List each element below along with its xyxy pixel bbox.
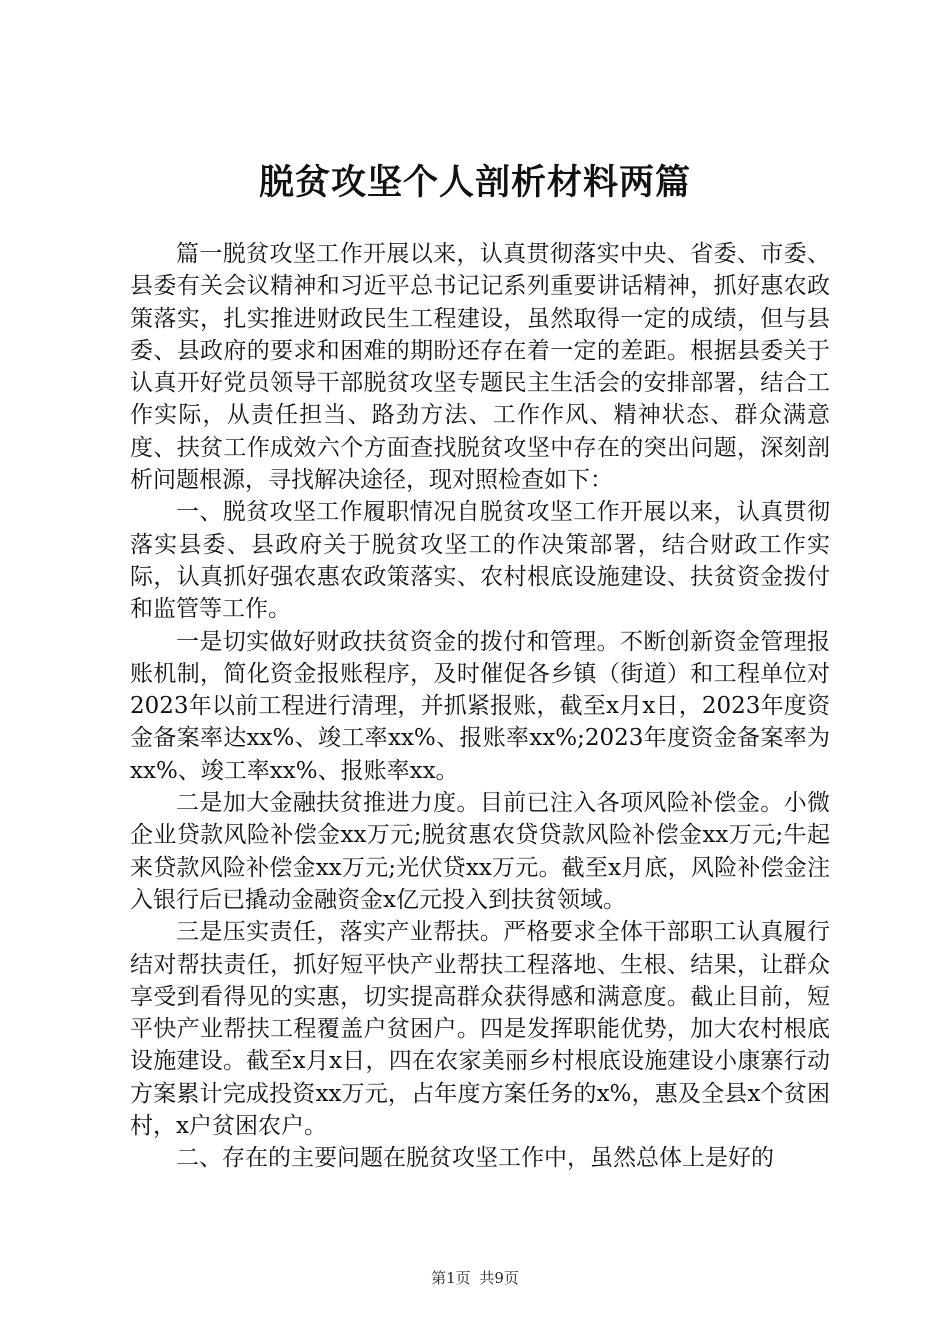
page-number: 第1页 <box>431 1269 471 1287</box>
paragraph-item-one: 一是切实做好财政扶贫资金的拨付和管理。不断创新资金管理报账机制，简化资金报账程序，及时催促各乡镇（街道）和工程单位对2023年以前工程进行清理，并抓紧报账，截至x月x日，2023年度资金备案率达xx%、竣工率xx%、报账率xx%;2023年度资金备案率为xx%、竣工率xx%、报账率xx。 <box>130 628 830 784</box>
paragraph-item-three: 三是压实责任，落实产业帮扶。严格要求全体干部职工认真履行结对帮扶责任，抓好短平快产业帮扶工程落地、生根、结果，让群众享受到看得见的实惠，切实提高群众获得感和满意度。截止目前，短平快产业帮扶工程覆盖户贫困户。四是发挥职能优势，加大农村根底设施建设。截至x月x日，四在农家美丽乡村根底设施建设小康寨行动方案累计完成投资xx万元，占年度方案任务的x%，惠及全县x个贫困村，x户贫困农户。 <box>130 919 830 1140</box>
document-body <box>130 238 830 1175</box>
page-total: 共9页 <box>479 1269 519 1287</box>
paragraph-item-two: 二是加大金融扶贫推进力度。目前已注入各项风险补偿金。小微企业贷款风险补偿金xx万元;脱贫惠农贷贷款风险补偿金xx万元;牛起来贷款风险补偿金xx万元;光伏贷xx万元。截至x月底，风险补偿金注入银行后已撬动金融资金x亿元投入到扶贫领域。 <box>130 790 830 913</box>
paragraph-intro: 篇一脱贫攻坚工作开展以来，认真贯彻落实中央、省委、市委、县委有关会议精神和习近平总书记记系列重要讲话精神，抓好惠农政策落实，扎实推进财政民生工程建设，虽然取得一定的成绩，但与县委、县政府的要求和困难的期盼还存在着一定的差距。根据县委关于认真开好党员领导干部脱贫攻坚专题民主生活会的安排部署，结合工作实际，从责任担当、路劲方法、工作作风、精神状态、群众满意度、扶贫工作成效六个方面查找脱贫攻坚中存在的突出问题，深刻剖析问题根源，寻找解决途径，现对照检查如下： <box>130 241 830 494</box>
page-title: 脱贫攻坚个人剖析材料两篇 <box>258 162 691 203</box>
page-footer <box>0 1268 950 1288</box>
paragraph-section-two: 二、存在的主要问题在脱贫攻坚工作中，虽然总体上是好的 <box>176 1145 774 1172</box>
paragraph-section-one: 一、脱贫攻坚工作履职情况自脱贫攻坚工作开展以来，认真贯彻落实县委、县政府关于脱贫攻坚工的作决策部署，结合财政工作实际，认真抓好强农惠农政策落实、农村根底设施建设、扶贫资金拨付和监管等工作。 <box>130 499 830 623</box>
